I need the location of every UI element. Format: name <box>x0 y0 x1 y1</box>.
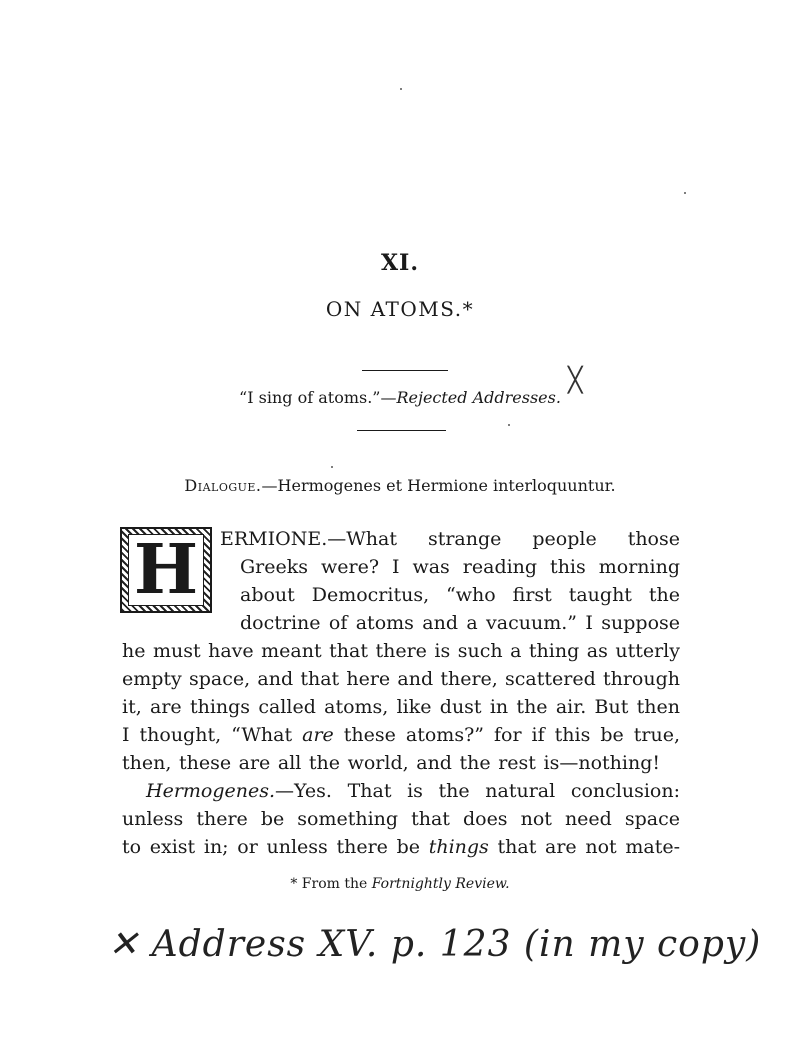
divider-top <box>362 370 448 371</box>
body-line: then, these are all the world, and the rest is—nothing! <box>122 752 660 774</box>
handwritten-x-mark: ╳ <box>568 366 583 394</box>
text-run: that are not mate- <box>488 836 681 858</box>
dialogue-label: Dialogue. <box>184 476 262 495</box>
footnote-source: Fortnightly Review. <box>371 876 510 892</box>
body-line: about Democritus, “who first taught the <box>240 584 680 606</box>
speck <box>400 88 402 90</box>
epigraph-source: Rejected Addresses. <box>396 388 561 407</box>
chapter-title: ON ATOMS.* <box>325 297 475 321</box>
speck <box>508 424 510 426</box>
body-line: he must have meant that there is such a thing as utterly <box>122 640 680 662</box>
body-line: ERMIONE.—What strange people those <box>220 528 680 550</box>
emphasis: are <box>302 724 334 746</box>
body-line: unless there be something that does not need space <box>122 808 680 830</box>
footnote-text: From the <box>297 876 372 892</box>
text-run: I thought, “What <box>122 724 303 746</box>
speck <box>684 192 686 194</box>
body-line <box>146 782 680 801</box>
body-line <box>122 726 680 745</box>
text-run: these atoms?” for if this be true, <box>333 724 681 746</box>
footnote-marker: * <box>290 876 298 892</box>
body-line: it, are things called atoms, like dust in the air. But then <box>122 696 680 718</box>
speaker-name: Hermogenes. <box>146 780 276 802</box>
dropcap-letter: H <box>133 530 199 610</box>
divider-bottom <box>357 430 446 431</box>
handwritten-note: ✕ Address XV. p. 123 (in my copy) <box>108 924 762 965</box>
chapter-number: XI. <box>380 250 420 276</box>
body-line <box>122 838 680 857</box>
body-line: Greeks were? I was reading this morning <box>240 556 680 578</box>
text-run: —Yes. That is the natural conclusion: <box>275 780 680 802</box>
body-line: doctrine of atoms and a vacuum.” I suppose <box>240 612 680 634</box>
footnote <box>0 876 800 892</box>
ornamental-dropcap <box>120 527 212 613</box>
speck <box>331 466 333 468</box>
epigraph-quote: “I sing of atoms.”— <box>239 388 397 407</box>
epigraph <box>0 388 800 407</box>
dialogue-text: —Hermogenes et Hermione interloquuntur. <box>261 476 616 495</box>
dialogue-heading <box>0 476 800 495</box>
text-run: to exist in; or unless there be <box>122 836 429 858</box>
body-line: empty space, and that here and there, scattered through <box>122 668 680 690</box>
emphasis: things <box>428 836 489 858</box>
